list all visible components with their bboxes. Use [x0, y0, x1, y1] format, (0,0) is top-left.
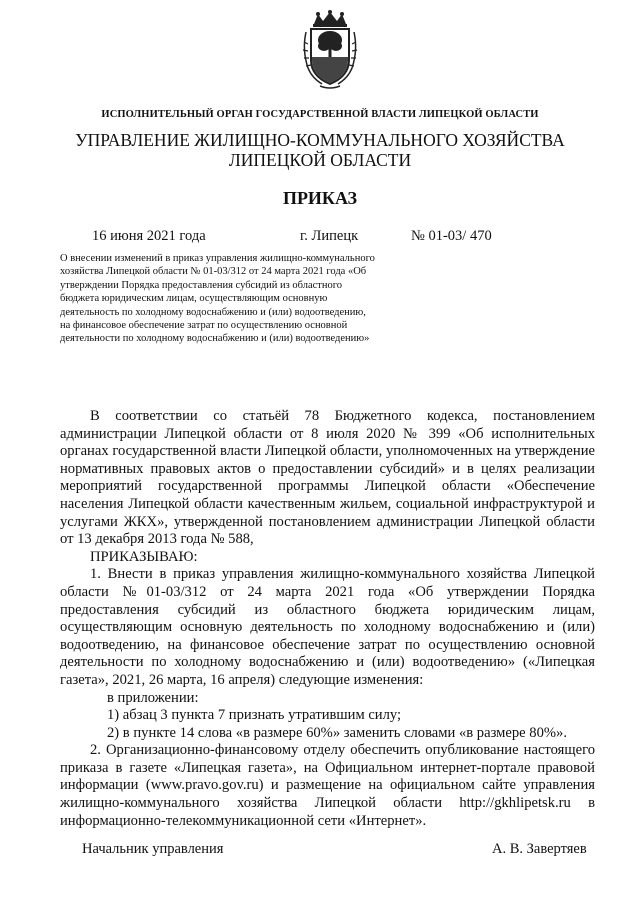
item-1-sub-2: 2) в пункте 14 слова «в размере 60%» заменить словами «в размере 80%». — [107, 724, 567, 741]
item-1: 1. Внести в приказ управления жилищно-коммунального хозяйства Липецкой области №01-03/312 от 24 марта 2021 года «Об утверждении Порядка предоставления субсидий из областного бюджета юридическим лицам, осуществляющим основную деятельность по холодному водоснабжению и (или) водоотведению, на финансовое обеспечение затрат по осуществлению основной деятельности по холодному водоснабжению и (или) водоотведению» («Липецкая газета», 2021, 26 марта, 16 апреля) следующие изменения: — [60, 566, 595, 688]
coat-of-arms-icon — [300, 10, 360, 90]
preamble-paragraph: В соответствии со статьёй 78 Бюджетного кодекса, постановлением администрации Липецкой области от 8 июля 2020 № 399 «Об исполнительных органах государственной власти Липецкой области, уполномоченных на утверждение нормативных правовых актов о предоставлении субсидий» и в целях реализации мероприятий государственной программы Липецкой области «Обеспечение населения Липецкой области качественным жильем, социальной инфраструктурой и услугами ЖКХ», утвержденной постановлением администрации Липецкой области от 13 декабря 2013 года № 588, — [60, 408, 595, 548]
signatory-position: Начальник управления — [82, 841, 224, 857]
department-name-line2: ЛИПЕЦКОЙ ОБЛАСТИ — [228, 150, 412, 170]
department-name-line1: УПРАВЛЕНИЕ ЖИЛИЩНО-КОММУНАЛЬНОГО ХОЗЯЙСТВА — [75, 130, 565, 150]
order-word: ПРИКАЗЫВАЮ: — [90, 548, 198, 565]
department-name — [0, 130, 640, 170]
document-type-title: ПРИКАЗ — [282, 188, 358, 208]
item-1-sub-1: 1) абзац 3 пункта 7 признать утратившим силу; — [107, 707, 402, 724]
document-date: 16 июня 2021 года — [92, 228, 206, 244]
item-1-appendix: в приложении: — [107, 689, 199, 706]
item-2: 2. Организационно-финансовому отделу обеспечить опубликование настоящего приказа в газете «Липецкая газета», на Официальном интернет-портале правовой информации (www.pravo.gov.ru) и размещение на официальном сайте управления жилищно-коммунального хозяйства Липецкой области http://gkhlipetsk.ru в информационно-телекоммуникационной сети «Интернет». — [60, 742, 595, 829]
issuing-authority: ИСПОЛНИТЕЛЬНЫЙ ОРГАН ГОСУДАРСТВЕННОЙ ВЛАСТИ ЛИПЕЦКОЙ ОБЛАСТИ — [101, 109, 539, 120]
document-subject: О внесении изменений в приказ управления жилищно-коммунального хозяйства Липецкой области № 01-03/312 от 24 марта 2021 года «Об утверждении Порядка предоставления субсидий из областного бюджета юридическим лицам, осуществляющим основную деятельность по холодному водоснабжению и (или) водоотведению, на финансовое обеспечение затрат по осуществлению основной деятельности по холодному водоснабжению и (или) водоотведению» — [60, 253, 375, 345]
document-city: г. Липецк — [300, 228, 359, 244]
document-number: № 01-03/ 470 — [411, 228, 492, 244]
document-body — [60, 408, 595, 830]
signatory-name: А. В. Завертяев — [492, 841, 587, 857]
